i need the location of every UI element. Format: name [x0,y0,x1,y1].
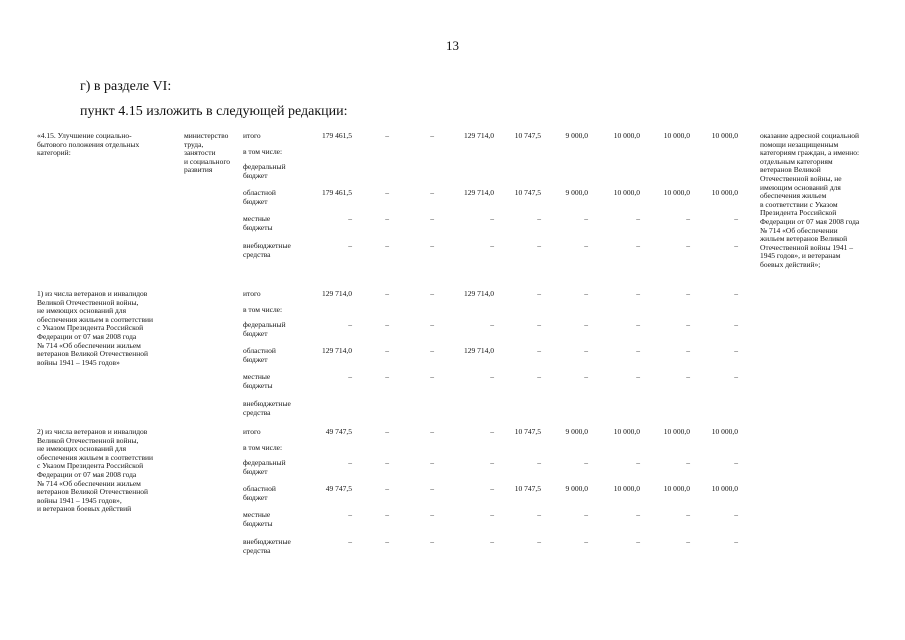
measure-4-15-title: «4.15. Улучшение социально- бытового положения отдельных категорий: [37,131,140,158]
measure-2-value-5-5: – [584,537,588,546]
instruction-text: пункт 4.15 изложить в следующей редакции: [80,104,348,119]
measure-4-15-value-3-5: 9 000,0 [565,188,588,197]
measure-1-value-3-3: 129 714,0 [464,346,494,355]
measure-2-value-2-0: – [348,458,352,467]
measure-4-15-value-5-4: – [537,241,541,250]
measure-2-value-3-1: – [385,484,389,493]
measure-2-value-3-2: – [430,484,434,493]
measure-2-value-0-0: 49 747,5 [325,427,352,436]
measure-1-source-0: итого [243,289,261,298]
measure-4-15-value-3-8: 10 000,0 [711,188,738,197]
measure-2-value-3-3: – [490,484,494,493]
measure-2-value-5-3: – [490,537,494,546]
measure-1-value-3-8: – [734,346,738,355]
measure-2-value-5-0: – [348,537,352,546]
measure-4-15-value-0-2: – [430,131,434,140]
measure-4-15-value-4-2: – [430,214,434,223]
measure-2-value-4-8: – [734,510,738,519]
measure-1-value-3-4: – [537,346,541,355]
measure-4-15-source-2: федеральный бюджет [243,162,286,180]
measure-1-value-2-6: – [636,320,640,329]
measure-2-value-4-2: – [430,510,434,519]
measure-2-value-2-8: – [734,458,738,467]
measure-2-value-3-8: 10 000,0 [711,484,738,493]
measure-1-value-2-8: – [734,320,738,329]
measure-4-15-value-0-6: 10 000,0 [613,131,640,140]
measure-4-15-executor: министерство труда, занятости и социального развития [184,131,230,175]
measure-1-value-0-4: – [537,289,541,298]
measure-1-value-2-1: – [385,320,389,329]
measure-1-source-5: внебюджетные средства [243,399,291,417]
measure-2-value-5-8: – [734,537,738,546]
measure-4-15-value-4-5: – [584,214,588,223]
measure-4-15-value-5-0: – [348,241,352,250]
measure-1-value-2-5: – [584,320,588,329]
measure-4-15-value-0-7: 10 000,0 [663,131,690,140]
measure-4-15-value-3-2: – [430,188,434,197]
measure-4-15-value-5-8: – [734,241,738,250]
measure-1-value-3-5: – [584,346,588,355]
measure-2-value-3-7: 10 000,0 [663,484,690,493]
measure-2-source-3: областной бюджет [243,484,276,502]
measure-4-15-source-3: областной бюджет [243,188,276,206]
measure-4-15-source-4: местные бюджеты [243,214,273,232]
measure-4-15-source-1: в том числе: [243,147,283,156]
measure-2-value-3-0: 49 747,5 [325,484,352,493]
measure-2-value-2-5: – [584,458,588,467]
measure-4-15-value-5-6: – [636,241,640,250]
measure-2-value-5-2: – [430,537,434,546]
measure-2-source-4: местные бюджеты [243,510,273,528]
measure-2-value-5-4: – [537,537,541,546]
measure-1-value-3-6: – [636,346,640,355]
measure-1-value-2-0: – [348,320,352,329]
measure-2-value-0-2: – [430,427,434,436]
measure-4-15-result: оказание адресной социальной помощи незащищенным категориям граждан, а именно: отдельным категориям ветеранов Великой Отечественной войны, не имеющим оснований для обеспечения жильем в соответствии с Указом Президента Российской Федерации от 07 мая 2008 года № 714 «Об обеспечении жильем ветеранов Великой Отечественной войны 1941 – 1945 годов», и ветеранам боевых действий»; [760,131,860,269]
measure-1-value-0-8: – [734,289,738,298]
measure-4-15-value-4-7: – [686,214,690,223]
measure-2-value-2-6: – [636,458,640,467]
measure-2-value-4-5: – [584,510,588,519]
measure-2-value-4-4: – [537,510,541,519]
measure-4-15-value-0-0: 179 461,5 [322,131,352,140]
measure-2-value-4-0: – [348,510,352,519]
measure-2-value-5-1: – [385,537,389,546]
measure-2-value-5-7: – [686,537,690,546]
measure-4-15-value-4-4: – [537,214,541,223]
measure-1-title: 1) из числа ветеранов и инвалидов Великой Отечественной войны, не имеющих оснований для обеспечения жильем в соответствии с Указом Президента Российской Федерации от 07 мая 2008 года № 714 «Об обеспечении жильем ветеранов Великой Отечественной войны 1941 – 1945 годов» [37,289,154,367]
measure-1-value-2-7: – [686,320,690,329]
measure-4-15-value-5-7: – [686,241,690,250]
measure-1-value-4-3: – [490,372,494,381]
measure-1-source-1: в том числе: [243,305,283,314]
measure-4-15-value-4-6: – [636,214,640,223]
measure-2-value-0-7: 10 000,0 [663,427,690,436]
measure-1-source-2: федеральный бюджет [243,320,286,338]
measure-4-15-value-0-4: 10 747,5 [514,131,541,140]
measure-4-15-value-3-7: 10 000,0 [663,188,690,197]
measure-4-15-value-0-8: 10 000,0 [711,131,738,140]
measure-4-15-source-0: итого [243,131,261,140]
measure-1-value-3-1: – [385,346,389,355]
measure-1-value-4-1: – [385,372,389,381]
measure-4-15-value-3-3: 129 714,0 [464,188,494,197]
measure-1-value-4-6: – [636,372,640,381]
measure-1-value-2-3: – [490,320,494,329]
measure-1-value-0-7: – [686,289,690,298]
measure-2-source-1: в том числе: [243,443,283,452]
measure-2-value-0-4: 10 747,5 [514,427,541,436]
measure-2-value-0-6: 10 000,0 [613,427,640,436]
measure-2-value-4-3: – [490,510,494,519]
measure-4-15-value-0-5: 9 000,0 [565,131,588,140]
measure-2-source-2: федеральный бюджет [243,458,286,476]
measure-4-15-value-4-0: – [348,214,352,223]
measure-1-source-4: местные бюджеты [243,372,273,390]
measure-2-value-0-3: – [490,427,494,436]
measure-2-value-2-1: – [385,458,389,467]
measure-2-value-0-8: 10 000,0 [711,427,738,436]
measure-4-15-value-3-4: 10 747,5 [514,188,541,197]
measure-1-value-0-3: 129 714,0 [464,289,494,298]
measure-2-value-4-6: – [636,510,640,519]
measure-2-title: 2) из числа ветеранов и инвалидов Великой Отечественной войны, не имеющих оснований для обеспечения жильем в соответствии с Указом Президента Российской Федерации от 07 мая 2008 года № 714 «Об обеспечении жильем ветеранов Великой Отечественной войны 1941 – 1945 годов», и ветеранов боевых действий [37,427,154,514]
measure-1-value-4-5: – [584,372,588,381]
measure-2-value-0-1: – [385,427,389,436]
measure-2-value-4-1: – [385,510,389,519]
measure-4-15-value-0-1: – [385,131,389,140]
measure-1-value-4-8: – [734,372,738,381]
measure-1-value-2-2: – [430,320,434,329]
measure-1-value-4-7: – [686,372,690,381]
measure-4-15-value-5-3: – [490,241,494,250]
section-heading: г) в разделе VI: [80,79,172,94]
measure-4-15-source-5: внебюджетные средства [243,241,291,259]
measure-1-source-3: областной бюджет [243,346,276,364]
measure-1-value-0-1: – [385,289,389,298]
measure-2-value-2-4: – [537,458,541,467]
measure-1-value-0-5: – [584,289,588,298]
measure-2-value-3-6: 10 000,0 [613,484,640,493]
measure-4-15-value-5-1: – [385,241,389,250]
measure-1-value-0-0: 129 714,0 [322,289,352,298]
measure-4-15-value-3-6: 10 000,0 [613,188,640,197]
measure-2-value-2-3: – [490,458,494,467]
measure-1-value-3-2: – [430,346,434,355]
measure-2-value-0-5: 9 000,0 [565,427,588,436]
measure-2-value-2-2: – [430,458,434,467]
measure-4-15-value-5-5: – [584,241,588,250]
measure-1-value-0-2: – [430,289,434,298]
measure-4-15-value-3-1: – [385,188,389,197]
measure-1-value-4-0: – [348,372,352,381]
measure-4-15-value-4-1: – [385,214,389,223]
measure-2-value-3-5: 9 000,0 [565,484,588,493]
measure-1-value-3-0: 129 714,0 [322,346,352,355]
measure-1-value-3-7: – [686,346,690,355]
measure-2-source-0: итого [243,427,261,436]
measure-2-value-5-6: – [636,537,640,546]
measure-1-value-0-6: – [636,289,640,298]
measure-2-value-3-4: 10 747,5 [514,484,541,493]
measure-1-value-2-4: – [537,320,541,329]
page-number: 13 [446,38,459,53]
measure-4-15-value-4-3: – [490,214,494,223]
measure-4-15-value-4-8: – [734,214,738,223]
measure-2-value-2-7: – [686,458,690,467]
measure-4-15-value-3-0: 179 461,5 [322,188,352,197]
measure-1-value-4-4: – [537,372,541,381]
measure-2-source-5: внебюджетные средства [243,537,291,555]
measure-4-15-value-0-3: 129 714,0 [464,131,494,140]
measure-1-value-4-2: – [430,372,434,381]
measure-2-value-4-7: – [686,510,690,519]
measure-4-15-value-5-2: – [430,241,434,250]
